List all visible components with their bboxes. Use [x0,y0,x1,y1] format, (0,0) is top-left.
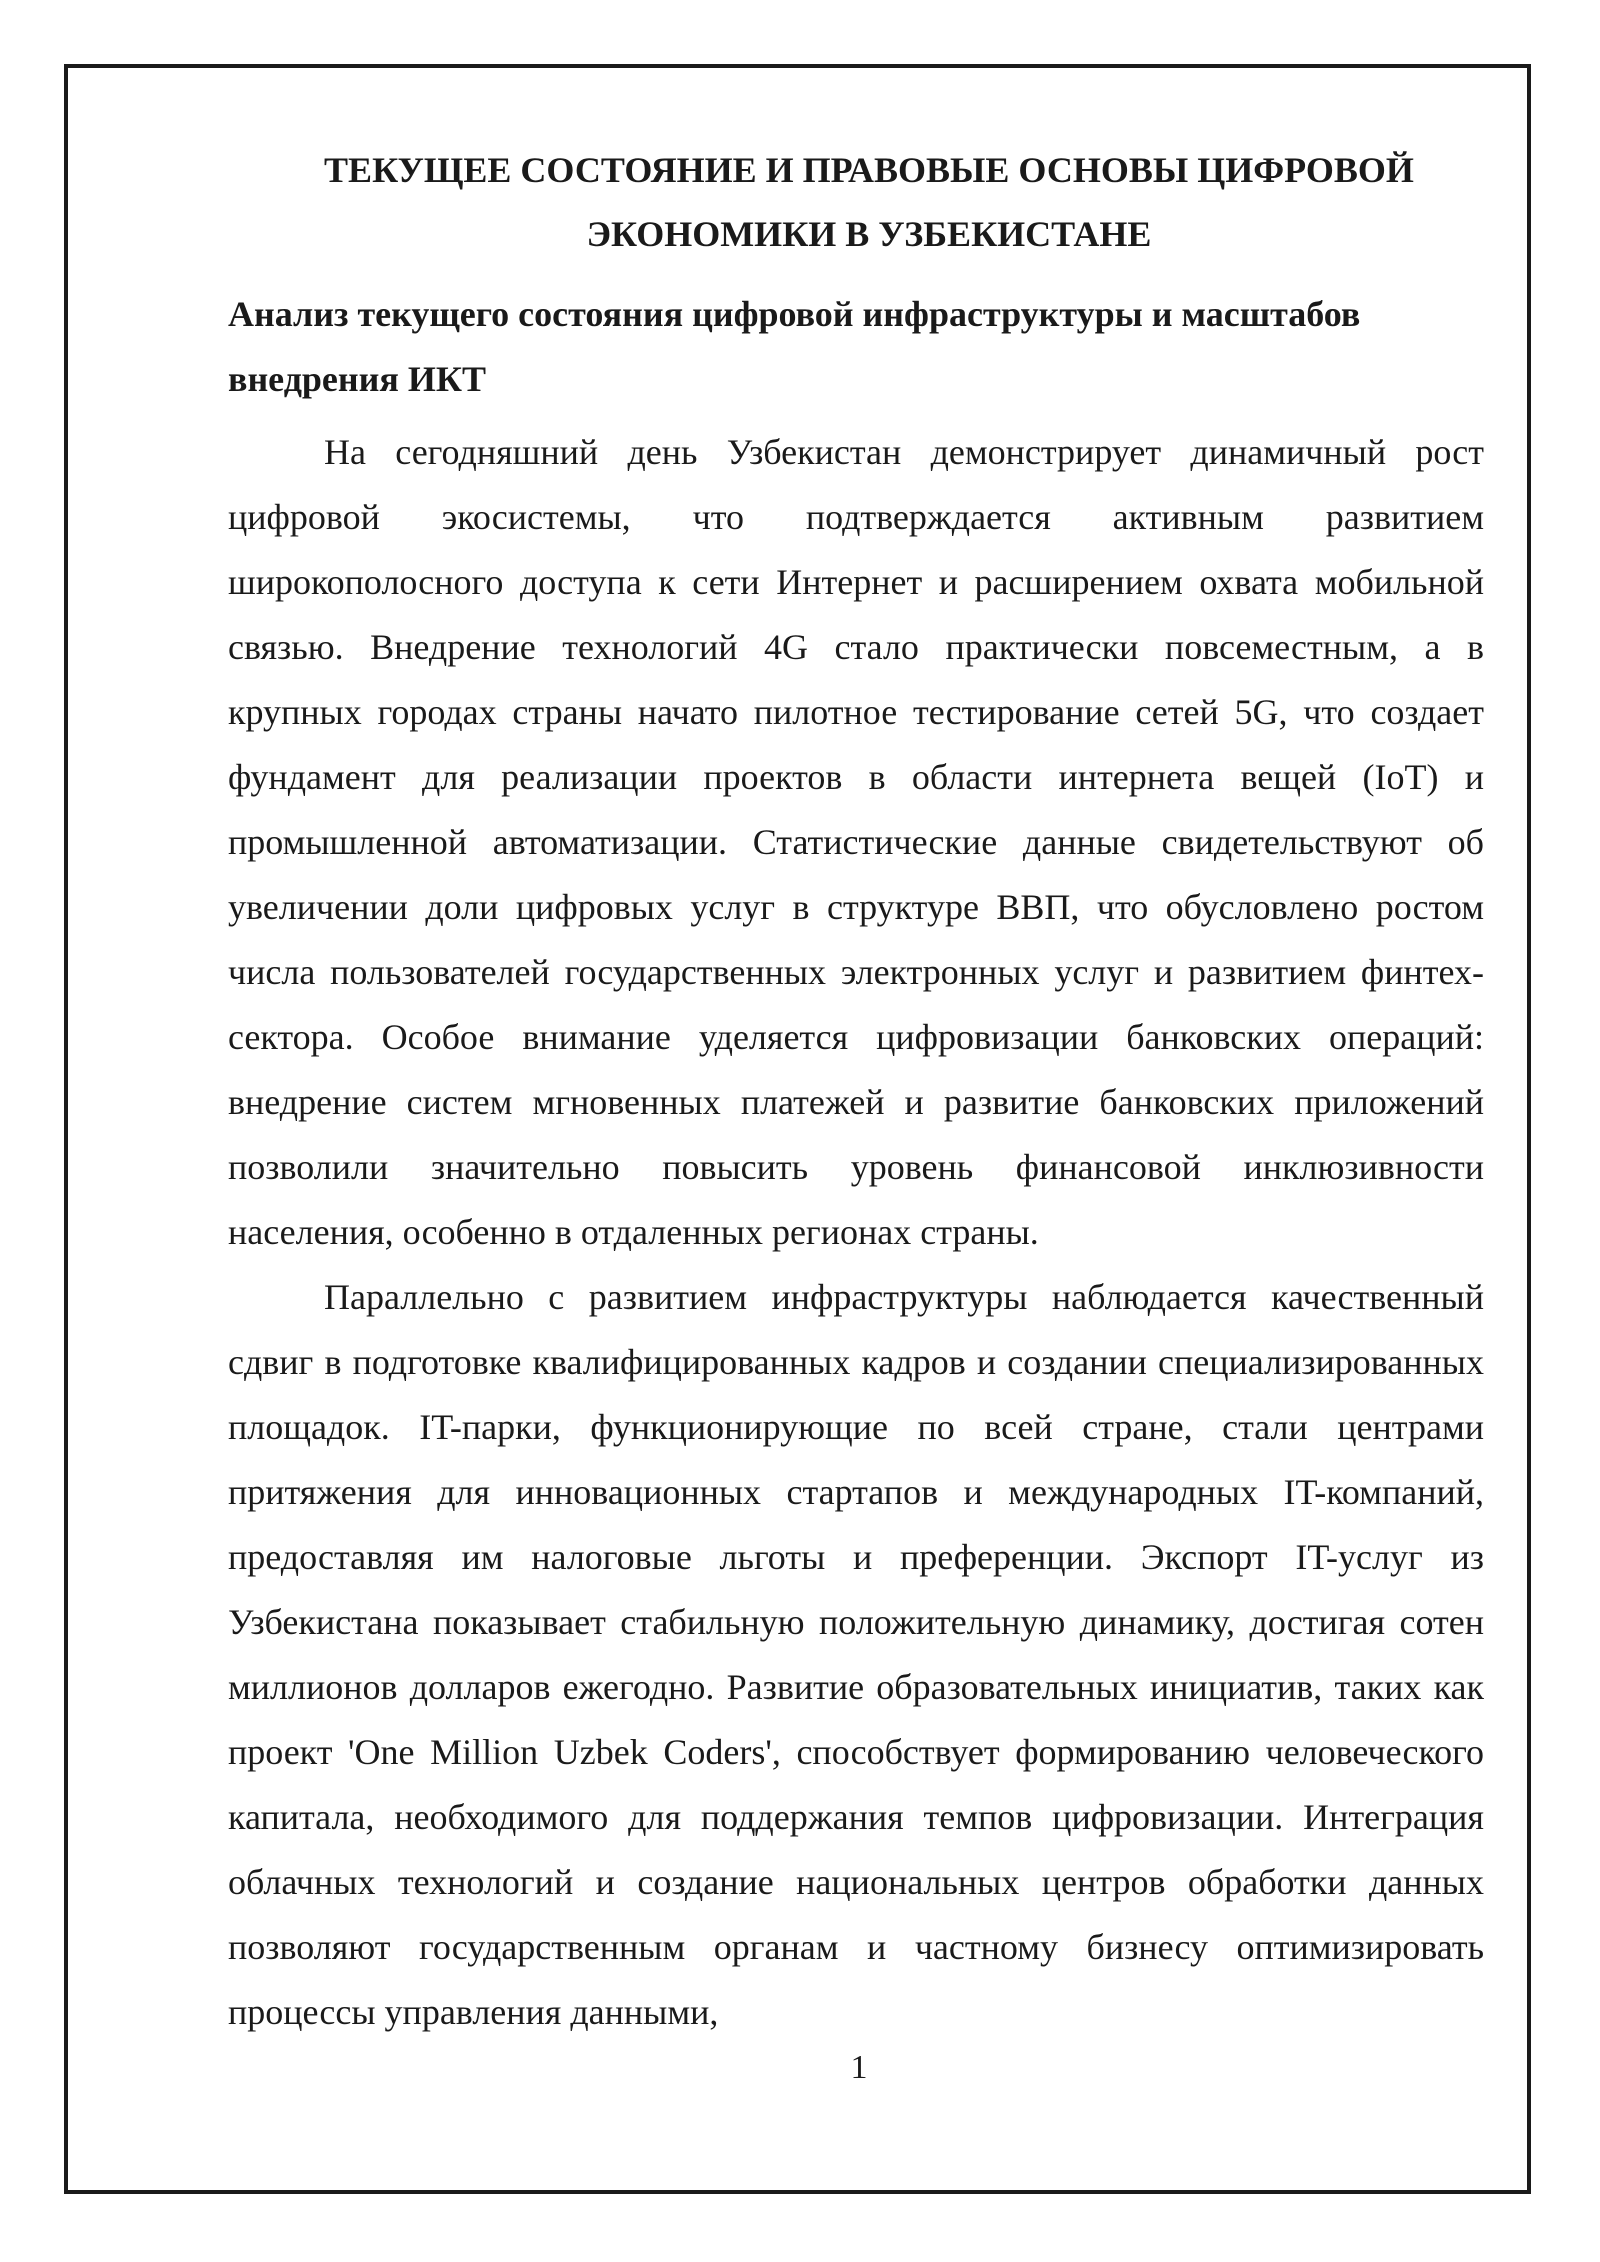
title-line-2: ЭКОНОМИКИ В УЗБЕКИСТАНЕ [586,214,1152,254]
section-heading: Анализ текущего состояния цифровой инфраструктуры и масштабов внедрения ИКТ [228,294,1361,399]
body-paragraph-2: Параллельно с развитием инфраструктуры наблюдается качественный сдвиг в подготовке квалифицированных кадров и создании специализированных площадок. IT-парки, функционирующие по всей стране, стали центрами притяжения для инновационных стартапов и международных IT-компаний, предоставляя им налоговые льготы и преференции. Экспорт IT-услуг из Узбекистана показывает стабильную положительную динамику, достигая сотен миллионов долларов ежегодно. Развитие образовательных инициатив, таких как проект 'One Million Uzbek Coders', способствует формированию человеческого капитала, необходимого для поддержания темпов цифровизации. Интеграция облачных технологий и создание национальных центров обработки данных позволяют государственным органам и частному бизнесу оптимизировать процессы управления данными, [228,1277,1484,2032]
body-paragraph-1: На сегодняшний день Узбекистан демонстрирует динамичный рост цифровой экосистемы, что подтверждается активным развитием широкополосного доступа к сети Интернет и расширением охвата мобильной связью. Внедрение технологий 4G стало практически повсеместным, а в крупных городах страны начато пилотное тестирование сетей 5G, что создает фундамент для реализации проектов в области интернета вещей (IoT) и промышленной автоматизации. Статистические данные свидетельствуют об увеличении доли цифровых услуг в структуре ВВП, что обусловлено ростом числа пользователей государственных электронных услуг и развитием финтех-сектора. Особое внимание уделяется цифровизации банковских операций: внедрение систем мгновенных платежей и развитие банковских приложений позволили значительно повысить уровень финансовой инклюзивности населения, особенно в отдаленных регионах страны. [228,432,1484,1252]
page-content [228,138,1484,2045]
title-line-1: ТЕКУЩЕЕ СОСТОЯНИЕ И ПРАВОВЫЕ ОСНОВЫ ЦИФРОВОЙ [324,150,1414,190]
document-title [228,138,1484,266]
page-number: 1 [850,2049,868,2086]
